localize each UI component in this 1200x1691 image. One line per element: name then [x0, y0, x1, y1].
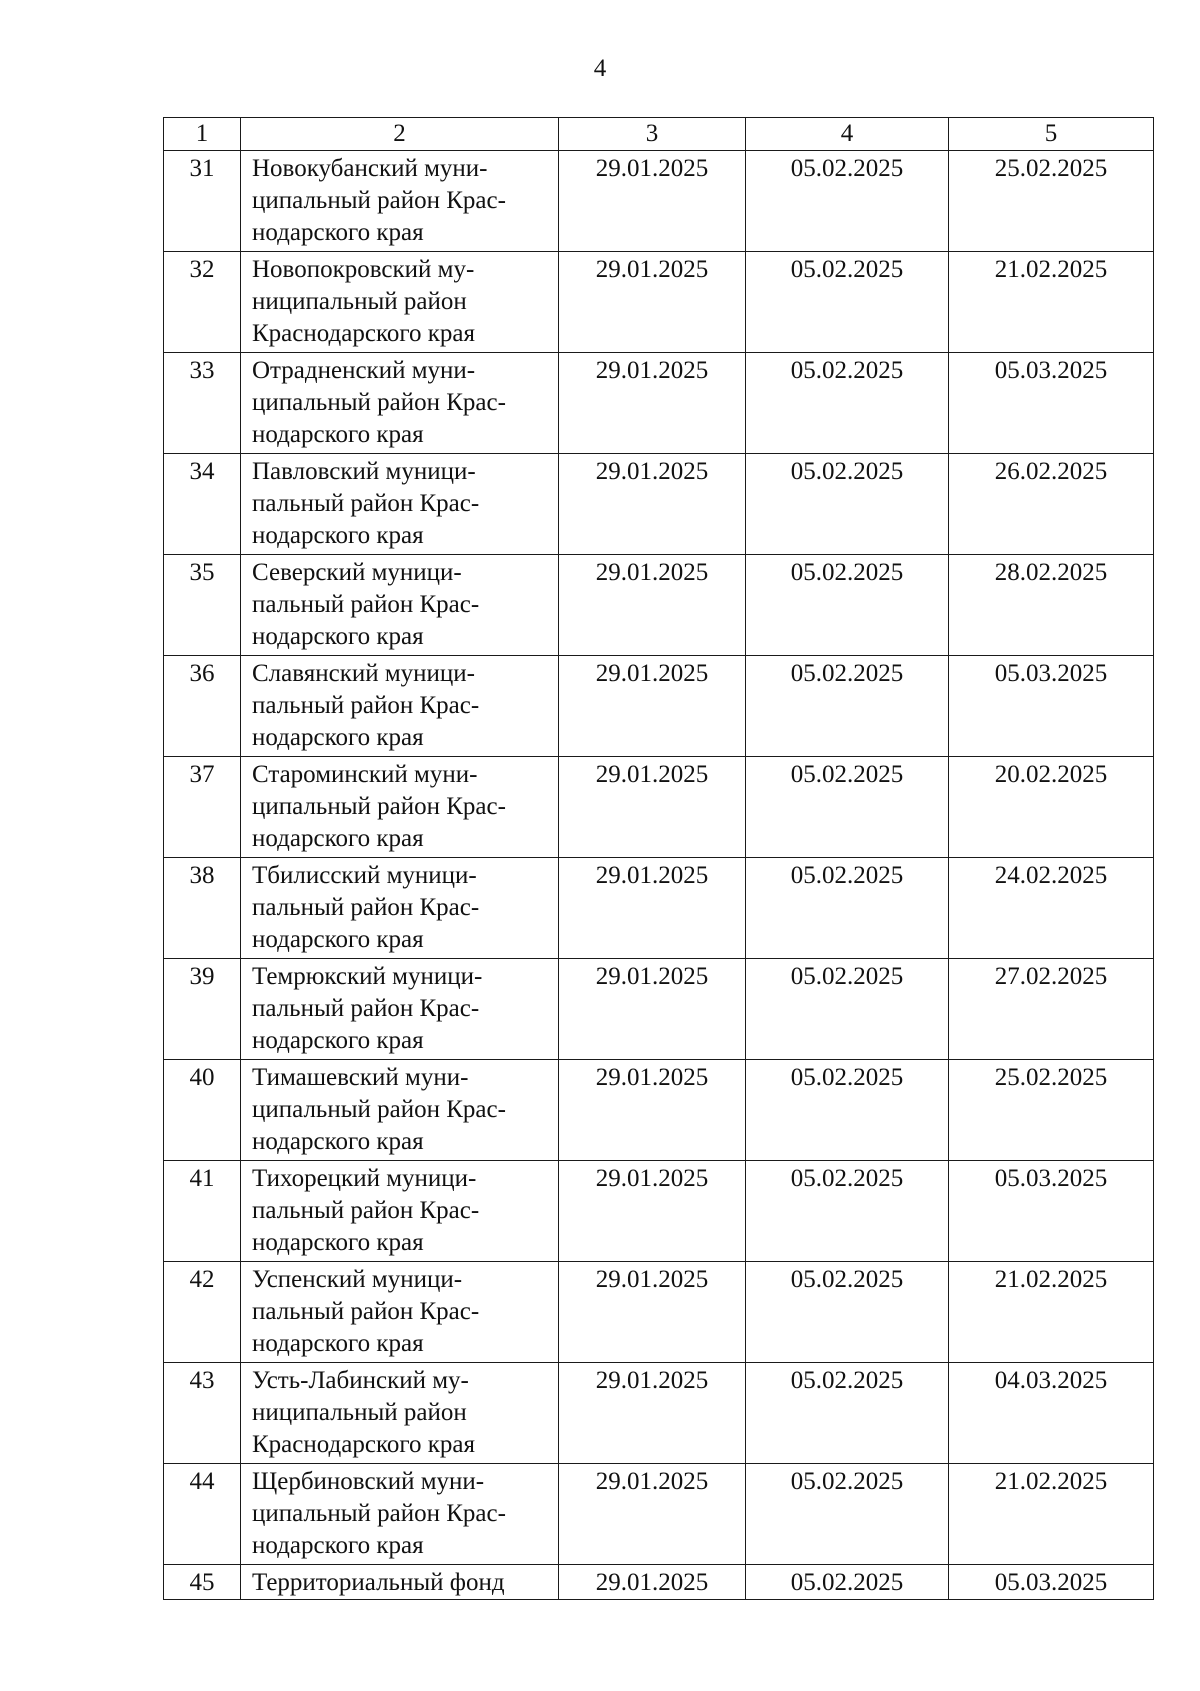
table-row: [164, 1060, 1154, 1161]
table-row: [164, 151, 1154, 252]
date-col5-cell: 27.02.2025: [949, 959, 1154, 1060]
row-number-cell: 37: [164, 757, 241, 858]
municipality-name-cell: Территориальный фонд: [241, 1565, 559, 1600]
date-col5-cell: 20.02.2025: [949, 757, 1154, 858]
municipality-name-cell: Отрадненский муни- ципальный район Крас- нодарского края: [241, 353, 559, 454]
table-row: [164, 656, 1154, 757]
table-row: [164, 454, 1154, 555]
municipality-name-cell: Щербиновский муни- ципальный район Крас- нодарского края: [241, 1464, 559, 1565]
date-col5-cell: 05.03.2025: [949, 1565, 1154, 1600]
municipality-name-cell: Староминский муни- ципальный район Крас- нодарского края: [241, 757, 559, 858]
table-row: [164, 1565, 1154, 1600]
column-header-4: 4: [746, 118, 949, 151]
municipality-name-cell: Тихорецкий муници- пальный район Крас- нодарского края: [241, 1161, 559, 1262]
date-col5-cell: 05.03.2025: [949, 656, 1154, 757]
date-col3-cell: 29.01.2025: [559, 151, 746, 252]
table-row: [164, 757, 1154, 858]
row-number-cell: 41: [164, 1161, 241, 1262]
column-header-5: 5: [949, 118, 1154, 151]
municipality-name-cell: Новопокровский му- ниципальный район Краснодарского края: [241, 252, 559, 353]
row-number-cell: 40: [164, 1060, 241, 1161]
date-col3-cell: 29.01.2025: [559, 1262, 746, 1363]
municipality-name-cell: Славянский муници- пальный район Крас- нодарского края: [241, 656, 559, 757]
date-col3-cell: 29.01.2025: [559, 1161, 746, 1262]
table-row: [164, 353, 1154, 454]
municipality-name-cell: Тимашевский муни- ципальный район Крас- нодарского края: [241, 1060, 559, 1161]
date-col5-cell: 25.02.2025: [949, 1060, 1154, 1161]
date-col4-cell: 05.02.2025: [746, 454, 949, 555]
row-number-cell: 34: [164, 454, 241, 555]
date-col4-cell: 05.02.2025: [746, 1262, 949, 1363]
municipality-name-cell: Усть-Лабинский му- ниципальный район Краснодарского края: [241, 1363, 559, 1464]
row-number-cell: 38: [164, 858, 241, 959]
date-col4-cell: 05.02.2025: [746, 1565, 949, 1600]
date-col3-cell: 29.01.2025: [559, 1060, 746, 1161]
municipality-name-cell: Северский муници- пальный район Крас- нодарского края: [241, 555, 559, 656]
date-col3-cell: 29.01.2025: [559, 1565, 746, 1600]
table-body: [164, 151, 1154, 1600]
date-col3-cell: 29.01.2025: [559, 555, 746, 656]
row-number-cell: 39: [164, 959, 241, 1060]
row-number-cell: 33: [164, 353, 241, 454]
table-row: [164, 252, 1154, 353]
table-row: [164, 555, 1154, 656]
date-col4-cell: 05.02.2025: [746, 1060, 949, 1161]
date-col3-cell: 29.01.2025: [559, 1363, 746, 1464]
municipality-name-cell: Тбилисский муници- пальный район Крас- нодарского края: [241, 858, 559, 959]
date-col4-cell: 05.02.2025: [746, 1363, 949, 1464]
table-row: [164, 1262, 1154, 1363]
date-col5-cell: 05.03.2025: [949, 353, 1154, 454]
table-row: [164, 959, 1154, 1060]
date-col4-cell: 05.02.2025: [746, 1161, 949, 1262]
date-col5-cell: 21.02.2025: [949, 1464, 1154, 1565]
row-number-cell: 43: [164, 1363, 241, 1464]
table-row: [164, 858, 1154, 959]
row-number-cell: 35: [164, 555, 241, 656]
date-col4-cell: 05.02.2025: [746, 858, 949, 959]
date-col4-cell: 05.02.2025: [746, 353, 949, 454]
date-col5-cell: 25.02.2025: [949, 151, 1154, 252]
date-col4-cell: 05.02.2025: [746, 757, 949, 858]
table-row: [164, 1161, 1154, 1262]
date-col3-cell: 29.01.2025: [559, 858, 746, 959]
page-number: 4: [593, 55, 607, 82]
date-col4-cell: 05.02.2025: [746, 151, 949, 252]
date-col3-cell: 29.01.2025: [559, 252, 746, 353]
row-number-cell: 45: [164, 1565, 241, 1600]
date-col3-cell: 29.01.2025: [559, 656, 746, 757]
date-col3-cell: 29.01.2025: [559, 353, 746, 454]
table-header-row: [164, 118, 1154, 151]
row-number-cell: 31: [164, 151, 241, 252]
date-col4-cell: 05.02.2025: [746, 252, 949, 353]
date-col5-cell: 05.03.2025: [949, 1161, 1154, 1262]
date-col4-cell: 05.02.2025: [746, 1464, 949, 1565]
date-col3-cell: 29.01.2025: [559, 454, 746, 555]
row-number-cell: 32: [164, 252, 241, 353]
municipality-name-cell: Темрюкский муници- пальный район Крас- нодарского края: [241, 959, 559, 1060]
schedule-table: [163, 117, 1154, 1600]
column-header-1: 1: [164, 118, 241, 151]
date-col5-cell: 04.03.2025: [949, 1363, 1154, 1464]
row-number-cell: 44: [164, 1464, 241, 1565]
municipality-name-cell: Новокубанский муни- ципальный район Крас- нодарского края: [241, 151, 559, 252]
date-col5-cell: 24.02.2025: [949, 858, 1154, 959]
date-col5-cell: 21.02.2025: [949, 252, 1154, 353]
municipality-name-cell: Павловский муници- пальный район Крас- нодарского края: [241, 454, 559, 555]
date-col3-cell: 29.01.2025: [559, 1464, 746, 1565]
date-col4-cell: 05.02.2025: [746, 656, 949, 757]
municipality-name-cell: Успенский муници- пальный район Крас- нодарского края: [241, 1262, 559, 1363]
row-number-cell: 36: [164, 656, 241, 757]
row-number-cell: 42: [164, 1262, 241, 1363]
date-col3-cell: 29.01.2025: [559, 959, 746, 1060]
table-row: [164, 1363, 1154, 1464]
date-col5-cell: 28.02.2025: [949, 555, 1154, 656]
table-row: [164, 1464, 1154, 1565]
date-col4-cell: 05.02.2025: [746, 959, 949, 1060]
date-col4-cell: 05.02.2025: [746, 555, 949, 656]
date-col5-cell: 26.02.2025: [949, 454, 1154, 555]
column-header-3: 3: [559, 118, 746, 151]
column-header-2: 2: [241, 118, 559, 151]
date-col3-cell: 29.01.2025: [559, 757, 746, 858]
date-col5-cell: 21.02.2025: [949, 1262, 1154, 1363]
